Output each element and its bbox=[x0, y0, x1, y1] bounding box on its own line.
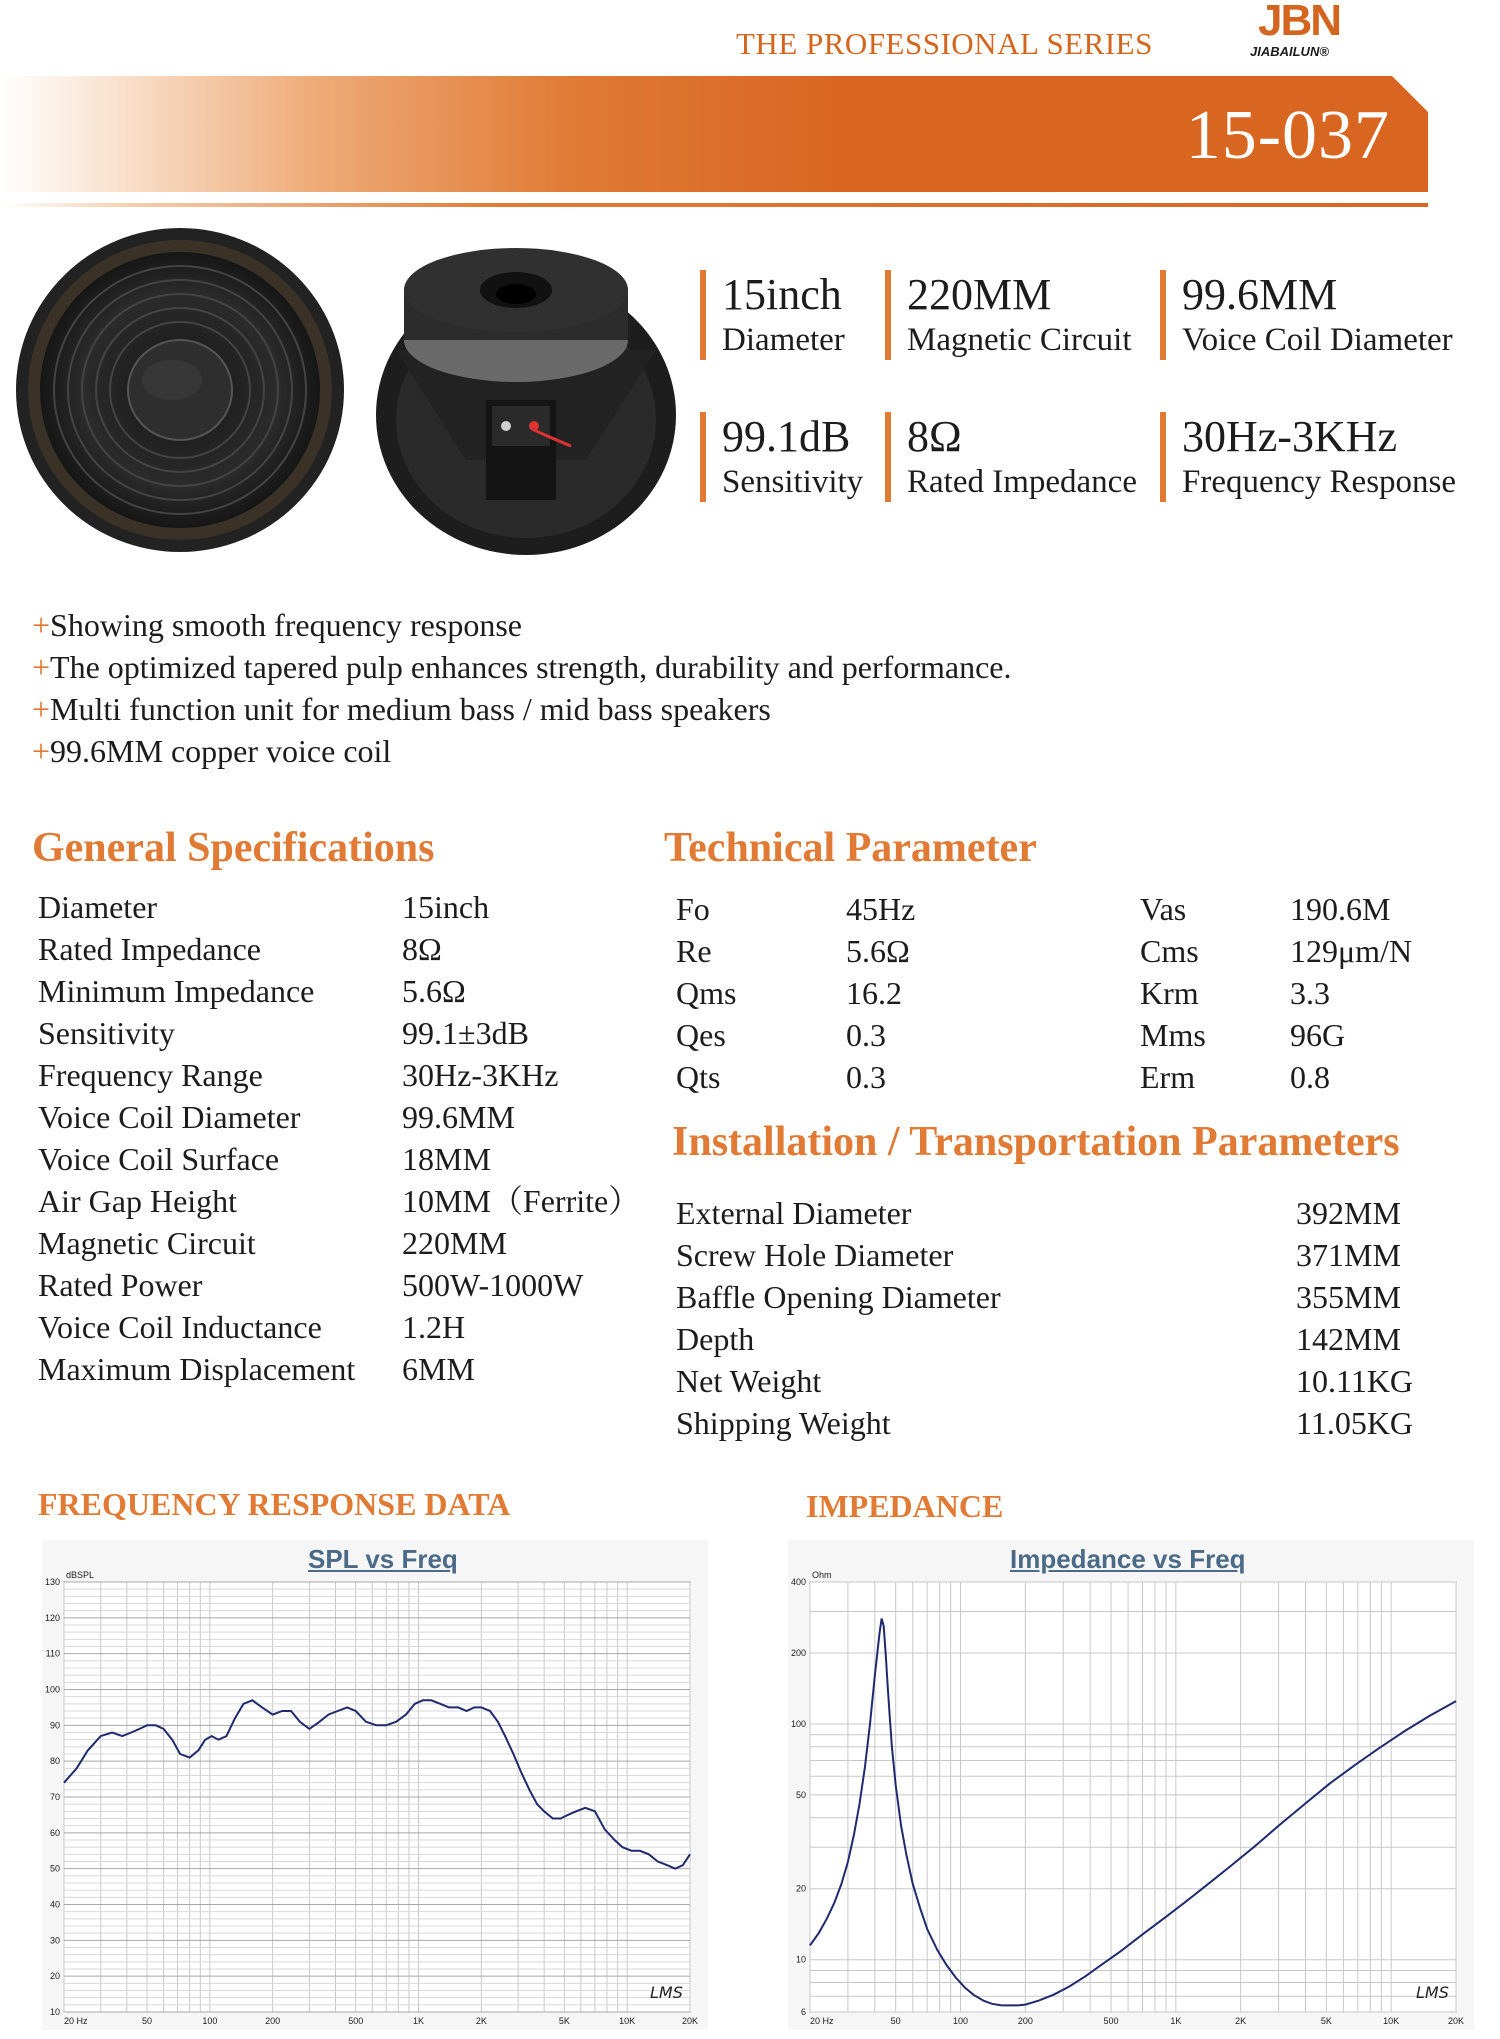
y-tick-label: 70 bbox=[49, 1792, 60, 1802]
feature-text: Showing smooth frequency response bbox=[50, 607, 522, 643]
logo-subtitle: JIABAILUN® bbox=[1250, 44, 1329, 59]
general-spec-value: 99.1±3dB bbox=[402, 1015, 529, 1051]
general-spec-value: 5.6Ω bbox=[402, 973, 466, 1009]
tech-param-value: 0.3 bbox=[846, 1059, 886, 1095]
x-tick-label: 500 bbox=[348, 2016, 364, 2026]
x-tick-label: 500 bbox=[1103, 2016, 1119, 2026]
key-spec-label: Rated Impedance bbox=[907, 464, 1137, 500]
impedance-chart bbox=[788, 1540, 1474, 2030]
speaker-front-image bbox=[14, 226, 346, 554]
x-tick-label: 50 bbox=[890, 2016, 901, 2026]
lms-watermark: LMS bbox=[650, 1983, 683, 2002]
general-spec-value: 10MM（Ferrite） bbox=[402, 1183, 641, 1219]
general-specs-title: General Specifications bbox=[32, 825, 435, 871]
x-tick-label: 20K bbox=[681, 2016, 699, 2026]
x-tick-label: 50 bbox=[142, 2016, 153, 2026]
general-spec-value: 8Ω bbox=[402, 931, 442, 967]
feature-bullet: + bbox=[32, 607, 51, 643]
tech-param-key: Qes bbox=[676, 1017, 726, 1053]
feature-item bbox=[32, 646, 1011, 688]
x-tick-label: 200 bbox=[265, 2016, 281, 2026]
x-tick-label: 100 bbox=[202, 2016, 218, 2026]
y-tick-label: 20 bbox=[795, 1883, 806, 1894]
general-spec-key: Diameter bbox=[38, 889, 158, 925]
key-spec-value: 220MM bbox=[907, 270, 1052, 319]
x-tick-label: 10K bbox=[619, 2016, 636, 2026]
model-number: 15-037 bbox=[1185, 97, 1390, 174]
feature-text: Multi function unit for medium bass / mid bass speakers bbox=[50, 691, 771, 727]
general-spec-value: 1.2H bbox=[402, 1309, 466, 1345]
general-spec-value: 500W-1000W bbox=[402, 1267, 584, 1303]
y-tick-label: 100 bbox=[44, 1684, 60, 1695]
feature-list bbox=[32, 604, 1011, 772]
key-spec-value: 99.6MM bbox=[1182, 270, 1338, 319]
key-spec-value: 99.1dB bbox=[722, 412, 851, 461]
x-tick-label: 10K bbox=[1383, 2016, 1400, 2026]
y-tick-label: 10 bbox=[49, 2007, 60, 2017]
key-spec-frequency-response bbox=[1160, 412, 1456, 502]
lms-watermark: LMS bbox=[1416, 1983, 1449, 2002]
y-tick-label: 6 bbox=[800, 2007, 806, 2017]
x-tick-label: 2K bbox=[475, 2016, 487, 2026]
x-tick-label: 200 bbox=[1017, 2016, 1033, 2026]
speaker-back-image bbox=[356, 230, 686, 560]
tech-param-value: 16.2 bbox=[846, 975, 902, 1011]
key-spec-label: Magnetic Circuit bbox=[907, 322, 1132, 358]
installation-value: 11.05KG bbox=[1296, 1405, 1414, 1441]
tech-param-value: 190.6M bbox=[1290, 891, 1391, 927]
tech-param-key: Qts bbox=[676, 1059, 721, 1095]
x-tick-label: 1K bbox=[1170, 2016, 1182, 2026]
x-tick-label: 100 bbox=[952, 2016, 969, 2026]
feature-item bbox=[32, 604, 1011, 646]
x-tick-label: 20 Hz bbox=[64, 2016, 88, 2026]
key-spec-magnetic-circuit bbox=[885, 270, 1132, 360]
general-spec-key: Air Gap Height bbox=[38, 1183, 238, 1219]
y-tick-label: 120 bbox=[44, 1612, 60, 1623]
feature-text: 99.6MM copper voice coil bbox=[50, 733, 392, 769]
general-spec-key: Magnetic Circuit bbox=[38, 1225, 256, 1261]
general-spec-value: 99.6MM bbox=[402, 1099, 515, 1135]
x-tick-label: 20 Hz bbox=[810, 2016, 834, 2026]
y-tick-label: 20 bbox=[49, 1971, 60, 1982]
key-spec-label: Frequency Response bbox=[1182, 464, 1457, 500]
key-spec-impedance bbox=[885, 412, 1137, 502]
general-spec-key: Minimum Impedance bbox=[38, 973, 315, 1009]
impedance-title: IMPEDANCE bbox=[806, 1488, 1004, 1524]
spl-chart-panel bbox=[42, 1540, 708, 2030]
key-spec-value: 15inch bbox=[722, 270, 842, 319]
x-tick-label: 20K bbox=[1447, 2016, 1465, 2026]
installation-key: Shipping Weight bbox=[676, 1405, 891, 1441]
tech-param-key: Mms bbox=[1140, 1017, 1206, 1053]
plot-area bbox=[810, 1582, 1456, 2012]
y-tick-label: 400 bbox=[790, 1577, 806, 1587]
key-spec-label: Voice Coil Diameter bbox=[1182, 322, 1453, 358]
general-spec-key: Rated Power bbox=[38, 1267, 203, 1303]
tech-param-value: 0.3 bbox=[846, 1017, 886, 1053]
key-spec-voice-coil bbox=[1160, 270, 1453, 360]
technical-parameter-title: Technical Parameter bbox=[664, 825, 1037, 871]
installation-key: External Diameter bbox=[676, 1195, 912, 1231]
y-tick-label: 60 bbox=[49, 1827, 60, 1838]
y-tick-label: 200 bbox=[790, 1647, 806, 1658]
x-tick-label: 5K bbox=[1320, 2016, 1332, 2026]
feature-item bbox=[32, 730, 1011, 772]
key-spec-label: Diameter bbox=[722, 322, 845, 358]
installation-title: Installation / Transportation Parameters bbox=[672, 1119, 1400, 1165]
key-spec-value: 30Hz-3KHz bbox=[1182, 412, 1398, 461]
x-tick-label: 5K bbox=[558, 2016, 570, 2026]
y-axis-label: Ohm bbox=[812, 1570, 832, 1580]
spl-chart bbox=[42, 1540, 708, 2030]
tech-param-value: 129μm/N bbox=[1290, 933, 1413, 969]
title-underline bbox=[0, 203, 1428, 207]
y-tick-label: 50 bbox=[49, 1863, 60, 1874]
tech-param-key: Krm bbox=[1140, 975, 1199, 1011]
x-tick-label: 1K bbox=[413, 2016, 425, 2026]
general-spec-value: 30Hz-3KHz bbox=[402, 1057, 559, 1093]
general-spec-key: Voice Coil Surface bbox=[38, 1141, 280, 1177]
feature-item bbox=[32, 688, 1011, 730]
brand-logo bbox=[1250, 0, 1380, 60]
general-spec-key: Voice Coil Inductance bbox=[38, 1309, 322, 1345]
feature-text: The optimized tapered pulp enhances strength, durability and performance. bbox=[50, 649, 1012, 685]
installation-value: 355MM bbox=[1296, 1279, 1401, 1315]
tech-param-value: 3.3 bbox=[1290, 975, 1330, 1011]
installation-value: 142MM bbox=[1296, 1321, 1401, 1357]
feature-bullet: + bbox=[32, 649, 51, 685]
impedance-chart-panel bbox=[788, 1540, 1474, 2030]
series-title: THE PROFESSIONAL SERIES bbox=[736, 26, 1153, 61]
y-tick-label: 80 bbox=[49, 1756, 60, 1767]
feature-bullet: + bbox=[32, 733, 51, 769]
general-spec-key: Rated Impedance bbox=[38, 931, 261, 967]
tech-param-key: Cms bbox=[1140, 933, 1199, 969]
y-tick-label: 30 bbox=[49, 1935, 60, 1946]
x-tick-label: 2K bbox=[1235, 2016, 1247, 2026]
tech-param-value: 45Hz bbox=[846, 891, 916, 927]
general-spec-key: Voice Coil Diameter bbox=[38, 1099, 301, 1135]
y-tick-label: 10 bbox=[795, 1954, 806, 1965]
logo-mark: JBN bbox=[1258, 0, 1341, 45]
general-spec-value: 15inch bbox=[402, 889, 490, 925]
frequency-response-title: FREQUENCY RESPONSE DATA bbox=[38, 1486, 511, 1522]
y-tick-label: 110 bbox=[45, 1648, 60, 1659]
feature-bullet: + bbox=[32, 691, 51, 727]
installation-value: 371MM bbox=[1296, 1237, 1401, 1273]
tech-param-value: 96G bbox=[1290, 1017, 1346, 1053]
y-tick-label: 90 bbox=[49, 1720, 60, 1731]
key-spec-label: Sensitivity bbox=[722, 464, 864, 500]
general-spec-value: 220MM bbox=[402, 1225, 507, 1261]
general-spec-key: Sensitivity bbox=[38, 1015, 175, 1051]
tech-param-key: Fo bbox=[676, 891, 710, 927]
y-tick-label: 100 bbox=[790, 1718, 806, 1729]
installation-key: Depth bbox=[676, 1321, 755, 1357]
general-spec-key: Maximum Displacement bbox=[38, 1351, 356, 1387]
impedance-chart-title: Impedance vs Freq bbox=[1010, 1544, 1246, 1574]
y-axis-label: dBSPL bbox=[66, 1570, 95, 1580]
tech-param-value: 5.6Ω bbox=[846, 933, 910, 969]
y-tick-label: 130 bbox=[44, 1577, 60, 1587]
tech-param-value: 0.8 bbox=[1290, 1059, 1330, 1095]
tech-param-key: Erm bbox=[1140, 1059, 1196, 1095]
installation-key: Screw Hole Diameter bbox=[676, 1237, 954, 1273]
key-spec-diameter bbox=[700, 270, 845, 360]
tech-param-key: Vas bbox=[1140, 891, 1187, 927]
general-spec-key: Frequency Range bbox=[38, 1057, 263, 1093]
spl-chart-title: SPL vs Freq bbox=[308, 1544, 458, 1574]
y-tick-label: 40 bbox=[49, 1899, 60, 1910]
tech-param-key: Re bbox=[676, 933, 712, 969]
key-spec-value: 8Ω bbox=[907, 412, 962, 461]
key-spec-sensitivity bbox=[700, 412, 863, 502]
y-tick-label: 50 bbox=[795, 1789, 806, 1800]
installation-key: Net Weight bbox=[676, 1363, 822, 1399]
tech-param-key: Qms bbox=[676, 975, 737, 1011]
general-spec-value: 6MM bbox=[402, 1351, 475, 1387]
installation-value: 392MM bbox=[1296, 1195, 1401, 1231]
installation-value: 10.11KG bbox=[1296, 1363, 1414, 1399]
installation-key: Baffle Opening Diameter bbox=[676, 1279, 1001, 1315]
general-spec-value: 18MM bbox=[402, 1141, 491, 1177]
